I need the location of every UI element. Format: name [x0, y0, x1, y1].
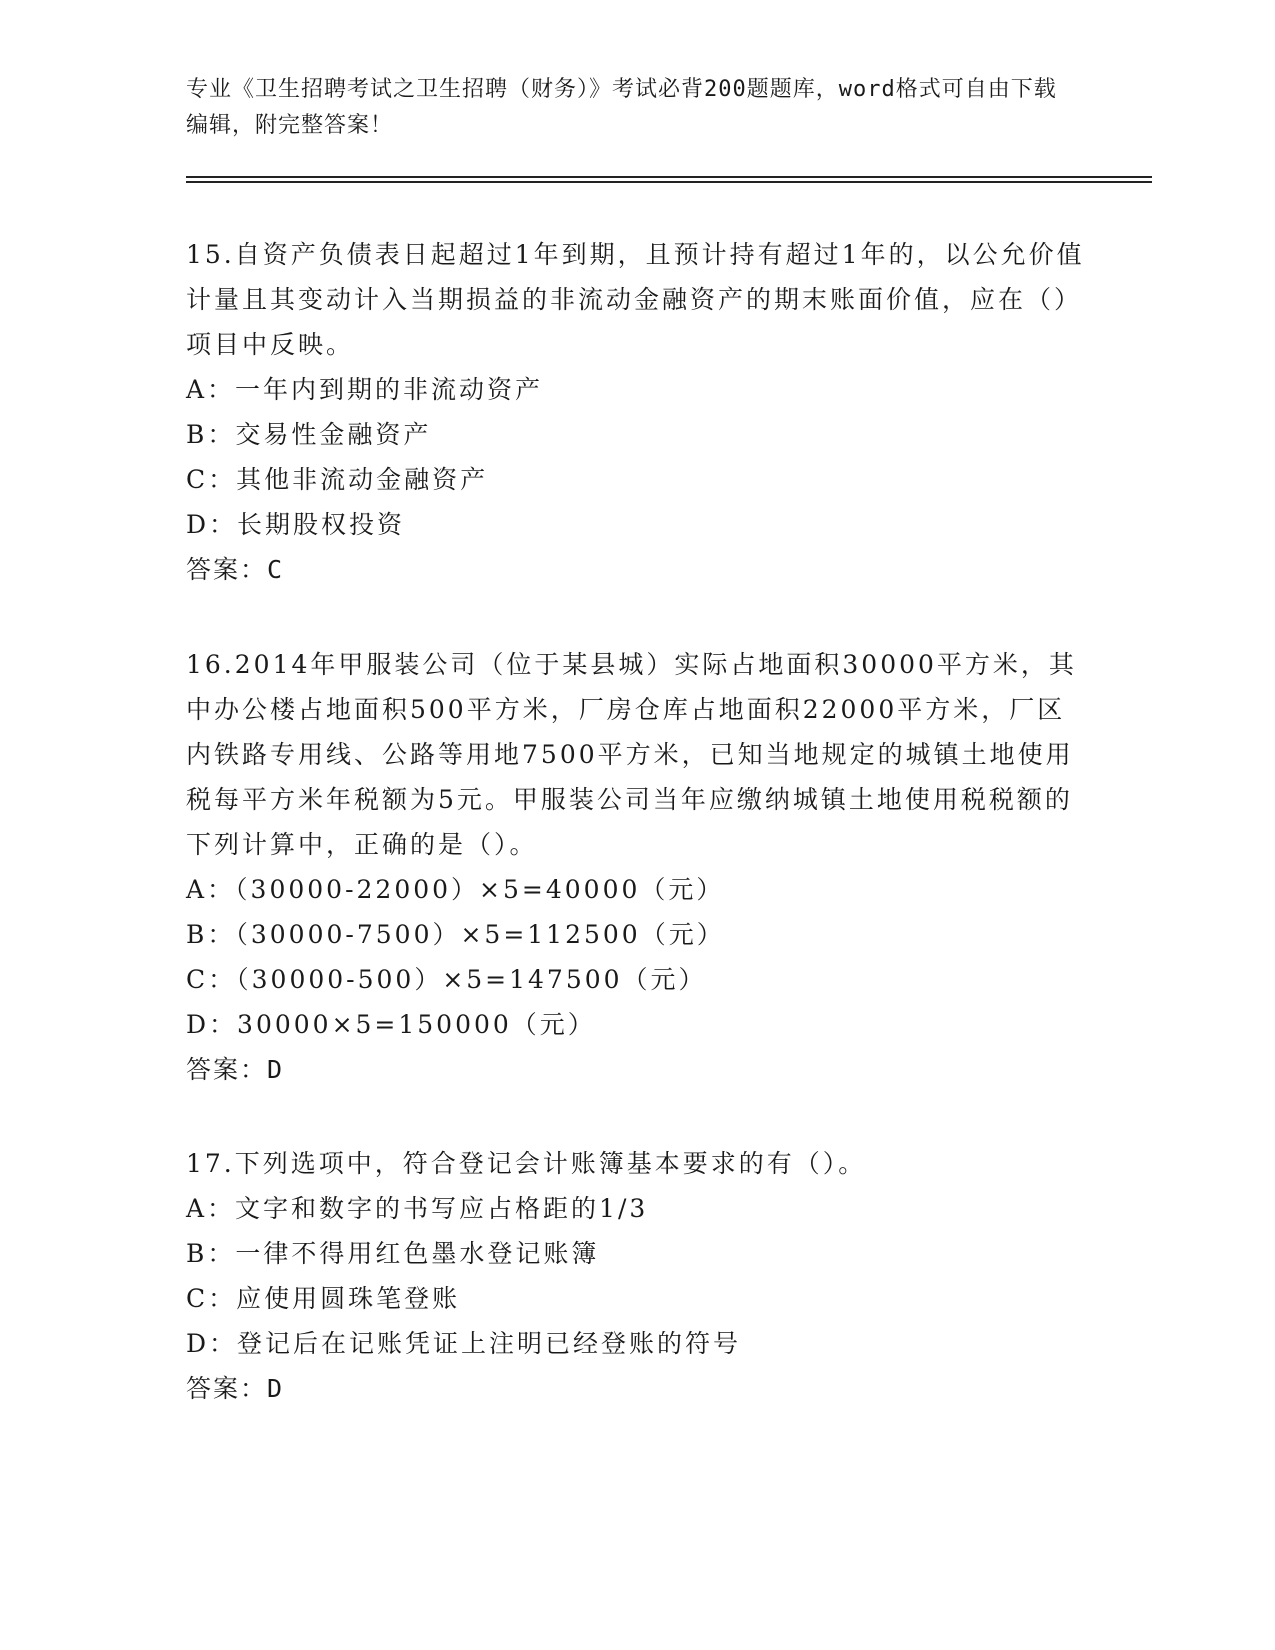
- answer: 答案：D: [186, 1055, 285, 1084]
- question-text: 15.自资产负债表日起超过1年到期，且预计持有超过1年的，以公允价值计量且其变动计入当期损益的非流动金融资产的期末账面价值，应在（）项目中反映。: [186, 240, 1085, 359]
- question-16: [186, 642, 1086, 1092]
- answer: 答案：D: [186, 1374, 285, 1403]
- option-b: B：（30000-7500）×5=112500（元）: [186, 920, 725, 949]
- option-c: C：（30000-500）×5=147500（元）: [186, 965, 707, 994]
- option-d: D：登记后在记账凭证上注明已经登账的符号: [186, 1329, 742, 1358]
- option-b: B：交易性金融资产: [186, 420, 432, 449]
- answer: 答案：C: [186, 555, 285, 584]
- option-a: A：一年内到期的非流动资产: [186, 375, 544, 404]
- header-divider-top: [186, 176, 1152, 178]
- option-d: D：长期股权投资: [186, 510, 406, 539]
- header-divider-bottom: [186, 181, 1152, 183]
- question-text: 17.下列选项中，符合登记会计账簿基本要求的有（）。: [186, 1149, 867, 1178]
- question-text: 16.2014年甲服装公司（位于某县城）实际占地面积30000平方米，其中办公楼占地面积500平方米，厂房仓库占地面积22000平方米，厂区内铁路专用线、公路等用地7500平方米，已知当地规定的城镇土地使用税每平方米年税额为5元。甲服装公司当年应缴纳城镇土地使用税税额的下列计算中，正确的是（）。: [186, 650, 1077, 859]
- document-header: 专业《卫生招聘考试之卫生招聘（财务）》考试必背200题题库，word格式可自由下载编辑，附完整答案！: [186, 77, 1057, 138]
- option-b: B：一律不得用红色墨水登记账簿: [186, 1239, 600, 1268]
- option-c: C：其他非流动金融资产: [186, 465, 489, 494]
- option-a: A：文字和数字的书写应占格距的1/3: [186, 1194, 649, 1223]
- question-17: [186, 1141, 1086, 1411]
- option-a: A：（30000-22000）×5=40000（元）: [186, 875, 725, 904]
- option-c: C：应使用圆珠笔登账: [186, 1284, 461, 1313]
- option-d: D：30000×5=150000（元）: [186, 1010, 596, 1039]
- question-15: [186, 232, 1086, 592]
